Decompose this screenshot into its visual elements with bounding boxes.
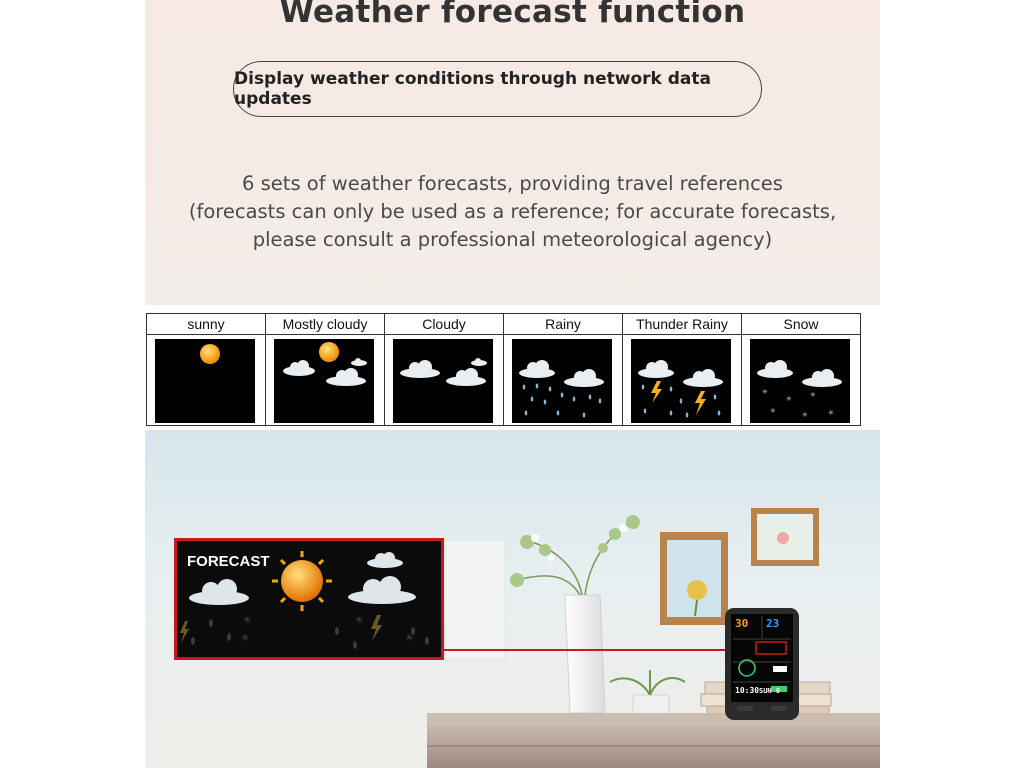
svg-text:✳: ✳ (243, 615, 252, 626)
svg-text:✳: ✳ (405, 633, 414, 644)
svg-text:✳: ✳ (770, 407, 776, 415)
forecast-label: Mostly cloudy (266, 314, 384, 335)
forecast-cell-snow (742, 314, 860, 425)
forecast-cell-mostly-cloudy (266, 314, 385, 425)
description (145, 170, 880, 254)
forecast-title: FORECAST (187, 553, 270, 570)
description-line: (forecasts can only be used as a reference; for accurate forecasts, (188, 200, 837, 223)
forecast-cell-rainy (504, 314, 623, 425)
forecast-cell-sunny (147, 314, 266, 425)
forecast-label: Cloudy (385, 314, 503, 335)
device-time: 10:30 (735, 686, 760, 695)
device-indoor-temp: 30 (735, 617, 749, 630)
description-line: please consult a professional meteorological agency) (252, 228, 773, 251)
sun-icon (155, 339, 255, 423)
svg-text:✳: ✳ (810, 391, 816, 399)
forecast-label: Rainy (504, 314, 622, 335)
svg-text:✳: ✳ (786, 395, 792, 403)
svg-text:✳: ✳ (828, 409, 834, 417)
picture-frame (751, 508, 819, 566)
vase-with-plant (510, 515, 640, 713)
forecast-cell-cloudy (385, 314, 504, 425)
partly-cloudy-icon (274, 339, 374, 423)
device-day (759, 687, 780, 695)
device-date-text: 6 (775, 687, 781, 695)
cloud-icon (393, 339, 493, 423)
forecast-zoom-box (174, 538, 444, 660)
device-outdoor-temp: 23 (766, 617, 780, 630)
forecast-sun-icon (272, 551, 332, 611)
svg-text:✳: ✳ (241, 633, 250, 644)
rain-icon (512, 339, 612, 423)
subtitle-pill (233, 61, 762, 117)
svg-text:✳: ✳ (355, 615, 364, 626)
forecast-label: Thunder Rainy (623, 314, 741, 335)
svg-text:✳: ✳ (802, 411, 808, 419)
small-plant (610, 670, 685, 715)
forecast-label: sunny (147, 314, 265, 335)
page-title: Weather forecast function (279, 0, 746, 30)
forecast-types-table (146, 313, 861, 426)
device-day-text: SUN (759, 687, 772, 695)
forecast-types-strip (145, 305, 880, 430)
subtitle-text: Display weather conditions through network data updates (234, 69, 711, 109)
forecast-label: Snow (742, 314, 860, 335)
svg-text:✳: ✳ (762, 388, 768, 396)
content-panel (145, 0, 880, 768)
description-line: 6 sets of weather forecasts, providing travel references (242, 172, 783, 195)
picture-frame (660, 532, 728, 625)
thunder-rain-icon (631, 339, 731, 423)
forecast-cell-thunder-rainy (623, 314, 742, 425)
snow-icon (750, 339, 850, 423)
header-section (145, 0, 880, 305)
